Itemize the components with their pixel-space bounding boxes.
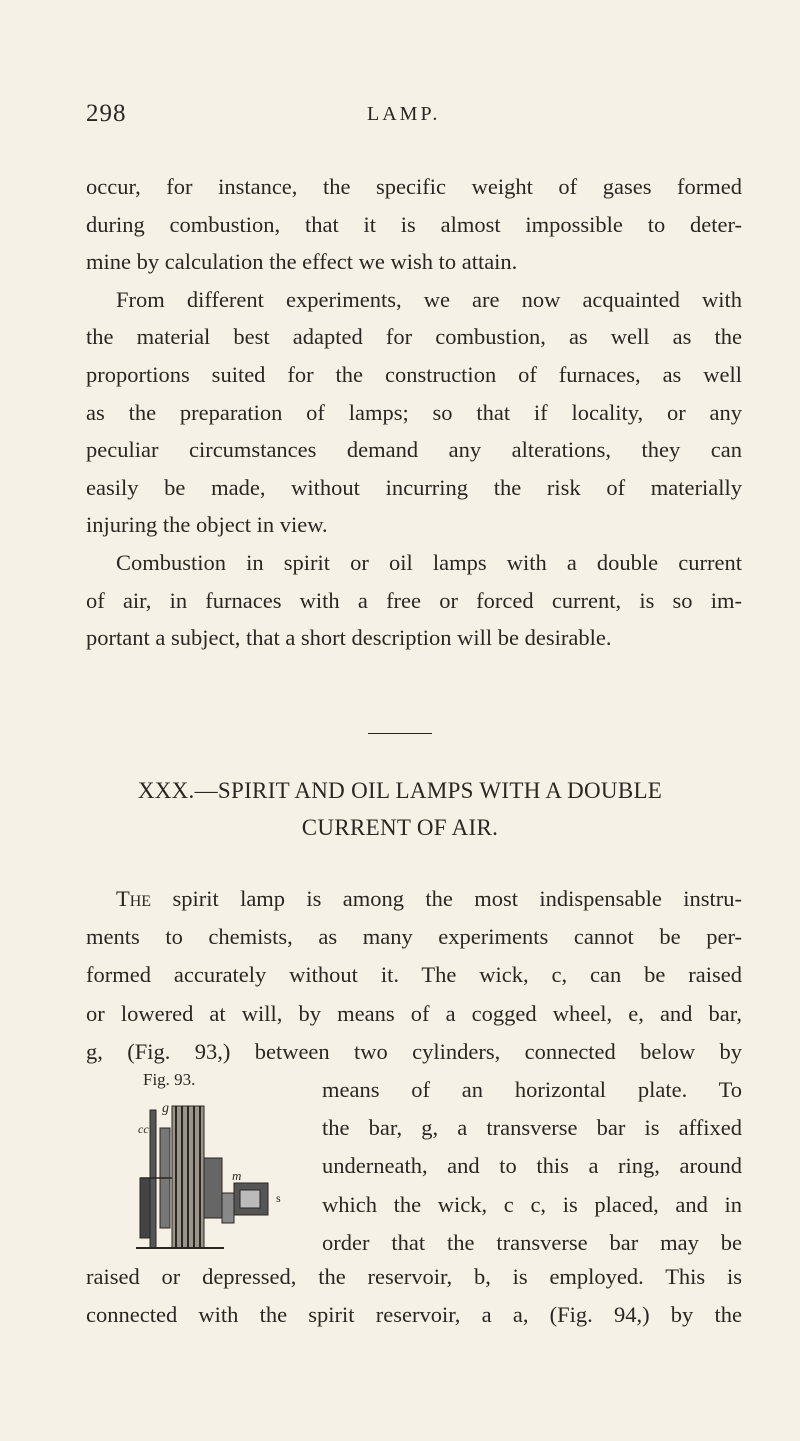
text-line: easily be made, without incurring the risk of materially [86,474,742,500]
paragraph-2 [86,880,742,1071]
text-line: mine by calculation the effect we wish to attain. [86,249,518,275]
wrapped-text-beside-figure [322,1071,742,1262]
text-line: connected with the spirit reservoir, a a, (Fig. 94,) by the [86,1302,742,1328]
section-heading-line-2: CURRENT OF AIR. [301,815,499,840]
figure-93-lamp-illustration [110,1098,290,1250]
text-line: which the wick, c c, is placed, and in [322,1191,742,1217]
paragraph-2-continued [86,1258,742,1334]
section-heading-line-1: XXX.—SPIRIT AND OIL LAMPS WITH A DOUBLE [137,778,663,803]
text-line: or lowered at will, by means of a cogged wheel, e, and bar, [86,1000,742,1026]
text-line: peculiar circumstances demand any alterations, they can [86,437,742,463]
text-line: injuring the object in view. [86,512,328,538]
section-divider [368,733,432,734]
label-g: g [162,1101,169,1116]
label-m: m [232,1168,242,1183]
text-line: formed accurately without it. The wick, c, can be raised [86,962,742,988]
text-line: From different experiments, we are now acquainted with [116,286,742,312]
text-line: Combustion in spirit or oil lamps with a double current [116,549,742,575]
text-line: occur, for instance, the specific weight of gases formed [86,174,742,199]
label-s: s [276,1191,281,1205]
text-line: proportions suited for the construction of furnaces, as well [86,361,742,387]
text-line: of air, in furnaces with a free or forced current, is so im- [86,587,742,613]
text-line: as the preparation of lamps; so that if locality, or any [86,399,742,425]
running-title: LAMP. [367,103,441,125]
text-line: portant a subject, that a short description will be desirable. [86,625,612,651]
text-line: during combustion, that it is almost impossible to deter- [86,211,742,237]
text-line [86,880,742,918]
lamp-drawing [136,1106,268,1248]
text-line: order that the transverse bar may be [322,1229,742,1255]
paragraph-1 [86,168,742,657]
text-line: ments to chemists, as many experiments cannot be per- [86,924,742,950]
text-line: underneath, and to this a ring, around [322,1153,742,1179]
text-run: spirit lamp is among the most indispensable instru- [151,886,742,911]
figure-caption: Fig. 93. [143,1070,196,1089]
text-line: g, (Fig. 93,) between two cylinders, connected below by [86,1038,742,1064]
text-line: the material best adapted for combustion, as well as the [86,324,742,350]
small-caps-word: The [116,886,152,911]
label-cc: cc [138,1122,149,1136]
text-line: raised or depressed, the reservoir, b, is employed. This is [86,1264,742,1289]
text-line: means of an horizontal plate. To [322,1077,742,1102]
running-header [0,100,800,140]
text-line: the bar, g, a transverse bar is affixed [322,1115,742,1141]
page-number: 298 [86,100,127,127]
